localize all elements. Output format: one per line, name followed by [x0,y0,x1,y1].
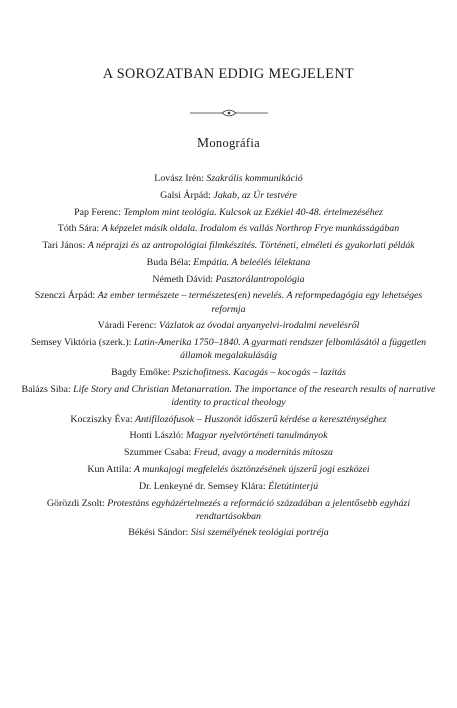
section-heading [0,135,457,151]
book-entry [20,239,437,252]
section-heading-initial: M [197,135,210,150]
book-title: A munkajogi megfelelés ösztönzésének újszerű jogi eszközei [133,464,370,475]
book-title: A néprajzi és az antropológiai filmkészítés. Történeti, elméleti és gyakorlati példák [87,240,415,252]
book-entry [20,480,437,493]
book-title: Templom mint teológia. Kulcsok az Ezékiel 40-48. értelmezéséhez [123,206,383,218]
book-entry [20,463,437,476]
book-entry [20,256,437,269]
book-author: Lovász Irén: [154,173,207,184]
book-title: Empátia. A beleélés lélektana [193,256,311,268]
book-title: Life Story and Christian Metanarration. The importance of the research results of narrative identity to practical theology [73,383,436,408]
book-author: Balázs Siba: [21,383,74,395]
book-title: Magyar nyelvtörténeti tanulmányok [186,430,328,442]
book-entry [20,319,437,332]
section-heading-rest: onográfia [209,136,260,150]
book-entry [20,366,437,379]
book-title: Antifilozófusok – Huszonöt időszerű kérdése a kereszténységhez [135,413,387,425]
page-title: A SOROZATBAN EDDIG MEGJELENT [102,66,355,82]
book-entry [20,206,437,219]
book-entry [20,273,437,286]
book-author: Békési Sándor: [128,527,191,539]
book-title: Az ember természete – természetes(en) nevelés. A reformpedagógia egy lehetséges reformja [97,290,423,315]
book-title: Protestáns egyházértelmezés a reformáció századában a jelentősebb egyházi rendtartásokban [107,497,411,522]
book-title: Pasztorálantropológia [215,273,305,285]
book-entry [20,413,437,426]
book-entry [20,189,437,202]
book-entry [20,289,437,315]
book-title: Pszichofitness. Kacagás – kocogás – lazítás [172,367,346,378]
book-entry [20,222,437,235]
book-entry [20,429,437,442]
book-title: Latin-Amerika 1750–1840. A gyarmati rendszer felbomlásától a független államok megalakulásáig [133,337,427,362]
book-author: Galsi Árpád: [160,189,214,201]
book-author: Görözdi Zsolt: [46,497,108,509]
book-author: Tóth Sára: [57,223,102,235]
book-title: Freud, avagy a modernitás mítosza [193,447,333,459]
book-author: Szenczi Árpád: [34,290,98,302]
book-author: Pap Ferenc: [74,206,124,218]
book-list [20,172,437,543]
book-title: A képzelet másik oldala. Irodalom és vallás Northrop Frye munkásságában [101,223,400,235]
book-entry [20,383,437,409]
book-entry [20,497,437,523]
book-author: Németh Dávid: [152,273,216,285]
book-title: Életútinterjú [268,480,319,492]
book-author: Kun Attila: [87,464,134,475]
book-author: Buda Béla: [146,256,194,268]
book-title: Vázlatok az óvodai anyanyelvi-irodalmi nevelésről [159,320,360,332]
book-author: Semsey Viktória (szerk.): [30,337,134,349]
book-entry [20,336,437,362]
book-title: Sisi személyének teológiai portréja [190,527,329,539]
book-title: Szakrális kommunikáció [206,173,303,184]
book-author: Honti László: [129,430,186,442]
book-author: Tari János: [42,240,88,252]
book-author: Szummer Csaba: [124,447,194,459]
book-entry [20,526,437,539]
book-author: Váradi Ferenc: [97,320,160,332]
book-author: Bagdy Emőke: [111,367,173,378]
book-author: Dr. Lenkeyné dr. Semsey Klára: [138,480,269,492]
book-entry [20,446,437,459]
book-entry [20,172,437,185]
book-title: Jakab, az Úr testvére [213,189,297,201]
book-author: Kocziszky Éva: [70,413,136,425]
ornament-divider-icon [188,108,270,118]
